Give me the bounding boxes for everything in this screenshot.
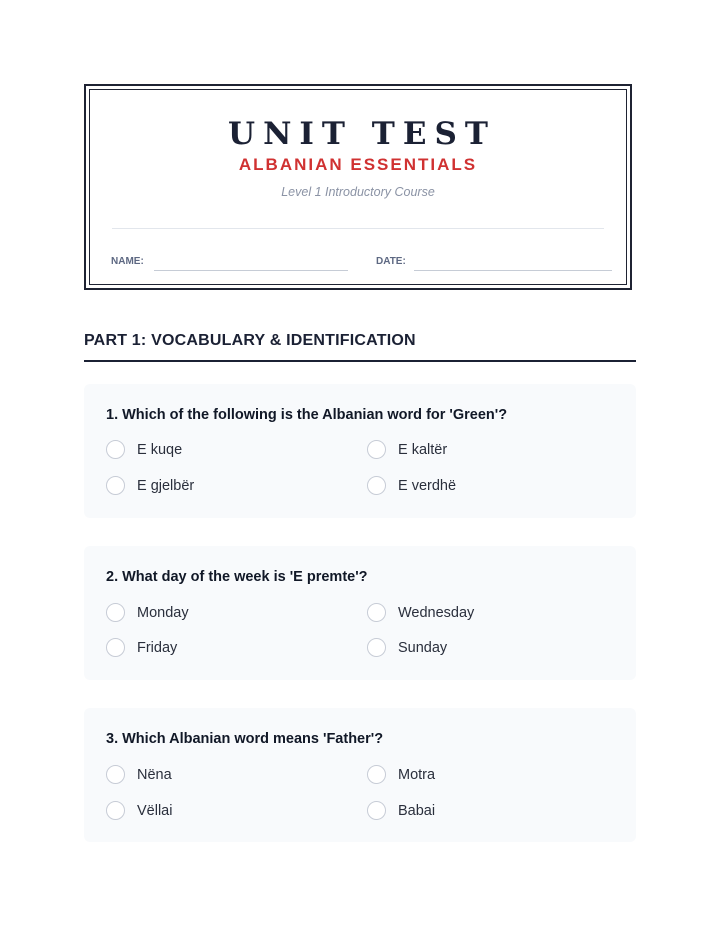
- answer-option[interactable]: [367, 476, 456, 495]
- answer-option[interactable]: [367, 765, 435, 784]
- radio-button[interactable]: [106, 603, 125, 622]
- answer-option[interactable]: [106, 440, 182, 459]
- course-level: Level 1 Introductory Course: [281, 185, 435, 199]
- question-card: [84, 546, 636, 680]
- answer-option[interactable]: [106, 801, 172, 820]
- part-title: PART 1: VOCABULARY & IDENTIFICATION: [84, 332, 416, 349]
- answer-option[interactable]: [367, 603, 474, 622]
- date-label: DATE:: [376, 256, 406, 267]
- option-label: Sunday: [398, 639, 448, 656]
- radio-button[interactable]: [106, 638, 125, 657]
- option-label: Motra: [398, 766, 436, 783]
- answer-option[interactable]: [367, 638, 447, 657]
- answer-option[interactable]: [367, 801, 435, 820]
- radio-button[interactable]: [106, 801, 125, 820]
- answer-option[interactable]: [367, 440, 447, 459]
- test-subtitle: ALBANIAN ESSENTIALS: [238, 155, 478, 174]
- question-text: 2. What day of the week is 'E premte'?: [106, 569, 368, 585]
- answer-option[interactable]: [106, 765, 172, 784]
- name-field[interactable]: [154, 270, 348, 271]
- test-header: [84, 84, 632, 290]
- date-field[interactable]: [414, 270, 612, 271]
- test-title: UNIT TEST: [228, 116, 496, 152]
- radio-button[interactable]: [367, 603, 386, 622]
- option-label: Wednesday: [398, 604, 475, 621]
- option-label: Friday: [137, 639, 178, 656]
- question-card: [84, 384, 636, 518]
- radio-button[interactable]: [367, 765, 386, 784]
- question-text: 3. Which Albanian word means 'Father'?: [106, 731, 384, 747]
- radio-button[interactable]: [367, 801, 386, 820]
- radio-button[interactable]: [367, 440, 386, 459]
- question-text: 1. Which of the following is the Albanian word for 'Green'?: [106, 407, 508, 423]
- option-label: E kaltër: [398, 441, 448, 458]
- option-label: Vëllai: [137, 802, 173, 819]
- question-card: [84, 708, 636, 842]
- header-inner-border: [89, 89, 627, 285]
- option-label: Monday: [137, 604, 189, 621]
- header-divider: [112, 228, 604, 229]
- radio-button[interactable]: [367, 476, 386, 495]
- option-label: E kuqe: [137, 441, 183, 458]
- answer-option[interactable]: [106, 638, 177, 657]
- radio-button[interactable]: [106, 476, 125, 495]
- radio-button[interactable]: [367, 638, 386, 657]
- answer-option[interactable]: [106, 476, 194, 495]
- part-divider: [84, 360, 636, 362]
- option-label: Babai: [398, 802, 436, 819]
- option-label: E gjelbër: [137, 477, 195, 494]
- option-label: E verdhë: [398, 477, 457, 494]
- radio-button[interactable]: [106, 765, 125, 784]
- answer-option[interactable]: [106, 603, 189, 622]
- option-label: Nëna: [137, 766, 172, 783]
- name-label: NAME:: [111, 256, 144, 267]
- radio-button[interactable]: [106, 440, 125, 459]
